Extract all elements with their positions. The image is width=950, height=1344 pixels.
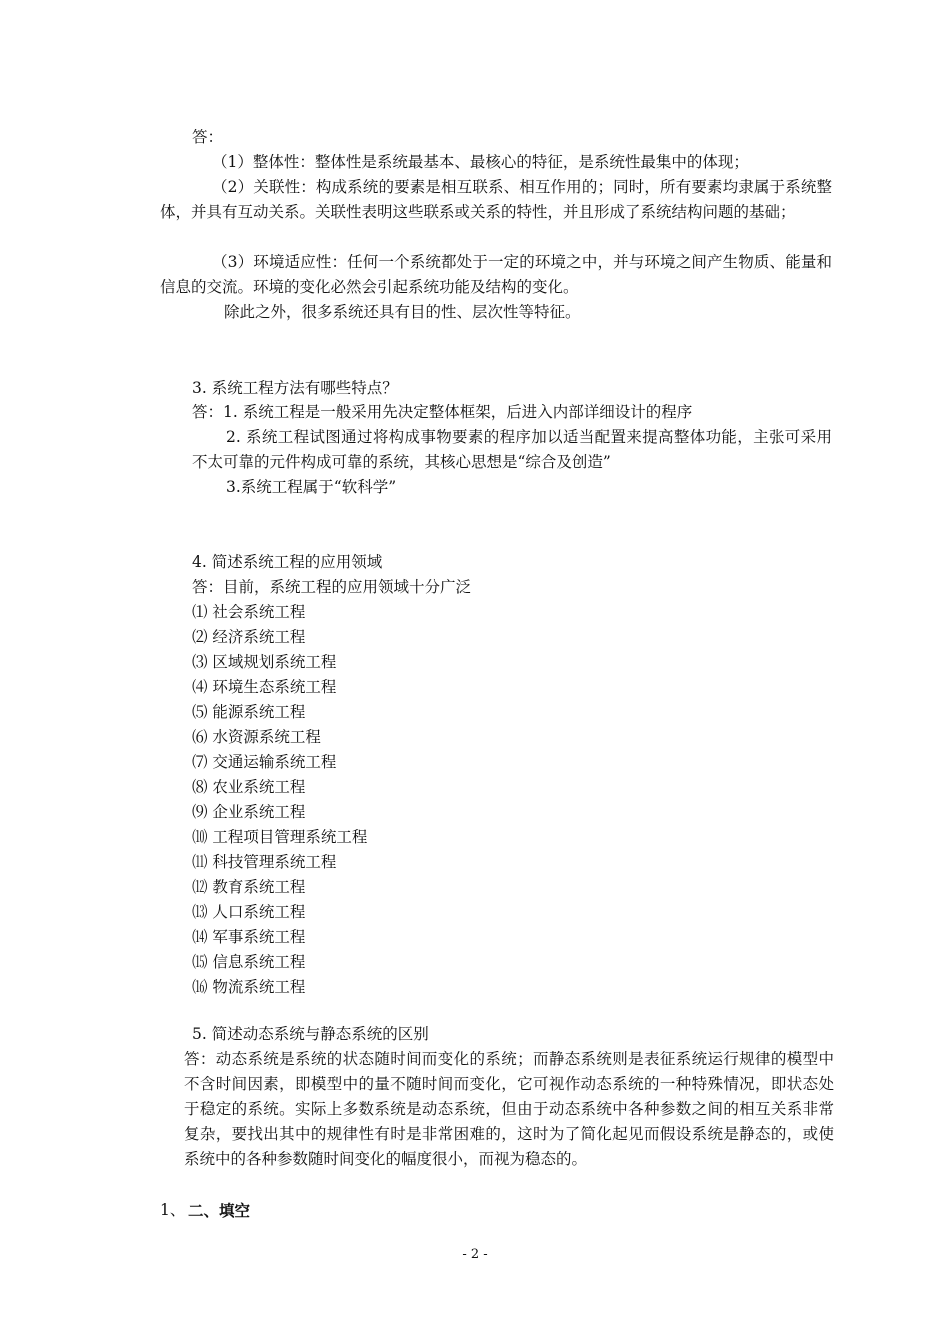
- question-4: 4. 简述系统工程的应用领域: [192, 553, 383, 571]
- list-item: ⒀ 人口系统工程: [192, 903, 306, 921]
- question-3-answer-3: 3.系统工程属于“软科学”: [226, 478, 397, 496]
- list-item: ⑵ 经济系统工程: [192, 628, 306, 646]
- list-item: ⑴ 社会系统工程: [192, 603, 306, 621]
- question-5-answer: 答：动态系统是系统的状态随时间而变化的系统；而静态系统则是表征系统运行规律的模型中不含时间因素，即模型中的量不随时间而变化，它可视作动态系统的一种特殊情况，即状态处于稳定的系统。实际上多数系统是动态系统，但由于动态系统中各种参数之间的相互关系非常复杂，要找出其中的规律性有时是非常困难的，这时为了简化起见而假设系统是静态的，或使系统中的各种参数随时间变化的幅度很小，而视为稳态的。: [184, 1050, 834, 1168]
- section-number: 1、: [160, 1201, 186, 1219]
- list-item: ⑹ 水资源系统工程: [192, 728, 321, 746]
- question-5: 5. 简述动态系统与静态系统的区别: [192, 1025, 429, 1043]
- list-item: ⑺ 交通运输系统工程: [192, 753, 337, 771]
- list-item: ⑾ 科技管理系统工程: [192, 853, 337, 871]
- answer-item-1: （1）整体性：整体性是系统最基本、最核心的特征，是系统性最集中的体现；: [212, 153, 749, 171]
- list-item: ⑸ 能源系统工程: [192, 703, 306, 721]
- list-item: ⑿ 教育系统工程: [192, 878, 306, 896]
- list-item: ⑽ 工程项目管理系统工程: [192, 828, 368, 846]
- question-3-answer-1: 答：1. 系统工程是一般采用先决定整体框架，后进入内部详细设计的程序: [192, 403, 693, 421]
- list-item: ⑼ 企业系统工程: [192, 803, 306, 821]
- list-item: ⑻ 农业系统工程: [192, 778, 306, 796]
- list-item: ⒃ 物流系统工程: [192, 978, 306, 996]
- page-number: - 2 -: [462, 1247, 488, 1262]
- list-item: ⒂ 信息系统工程: [192, 953, 306, 971]
- question-4-answer: 答：目前，系统工程的应用领域十分广泛: [192, 578, 472, 596]
- answer-item-3: （3）环境适应性：任何一个系统都处于一定的环境之中，并与环境之间产生物质、能量和信息的交流。环境的变化必然会引起系统功能及结构的变化。: [160, 253, 832, 296]
- question-3: 3. 系统工程方法有哪些特点？: [192, 379, 398, 397]
- answer-label: 答：: [192, 128, 224, 146]
- answer-extra-note: 除此之外，很多系统还具有目的性、层次性等特征。: [224, 303, 581, 321]
- answer-item-2: （2）关联性：构成系统的要素是相互联系、相互作用的；同时，所有要素均隶属于系统整体，并具有互动关系。关联性表明这些联系或关系的特性，并且形成了系统结构问题的基础；: [160, 178, 832, 221]
- question-3-answer-2: 2. 系统工程试图通过将构成事物要素的程序加以适当配置来提高整体功能，主张可采用不太可靠的元件构成可靠的系统，其核心思想是“综合及创造”: [192, 428, 832, 471]
- list-item: ⑶ 区域规划系统工程: [192, 653, 337, 671]
- list-item: ⒁ 军事系统工程: [192, 928, 306, 946]
- list-item: ⑷ 环境生态系统工程: [192, 678, 337, 696]
- section-heading: 二、填空: [188, 1201, 251, 1220]
